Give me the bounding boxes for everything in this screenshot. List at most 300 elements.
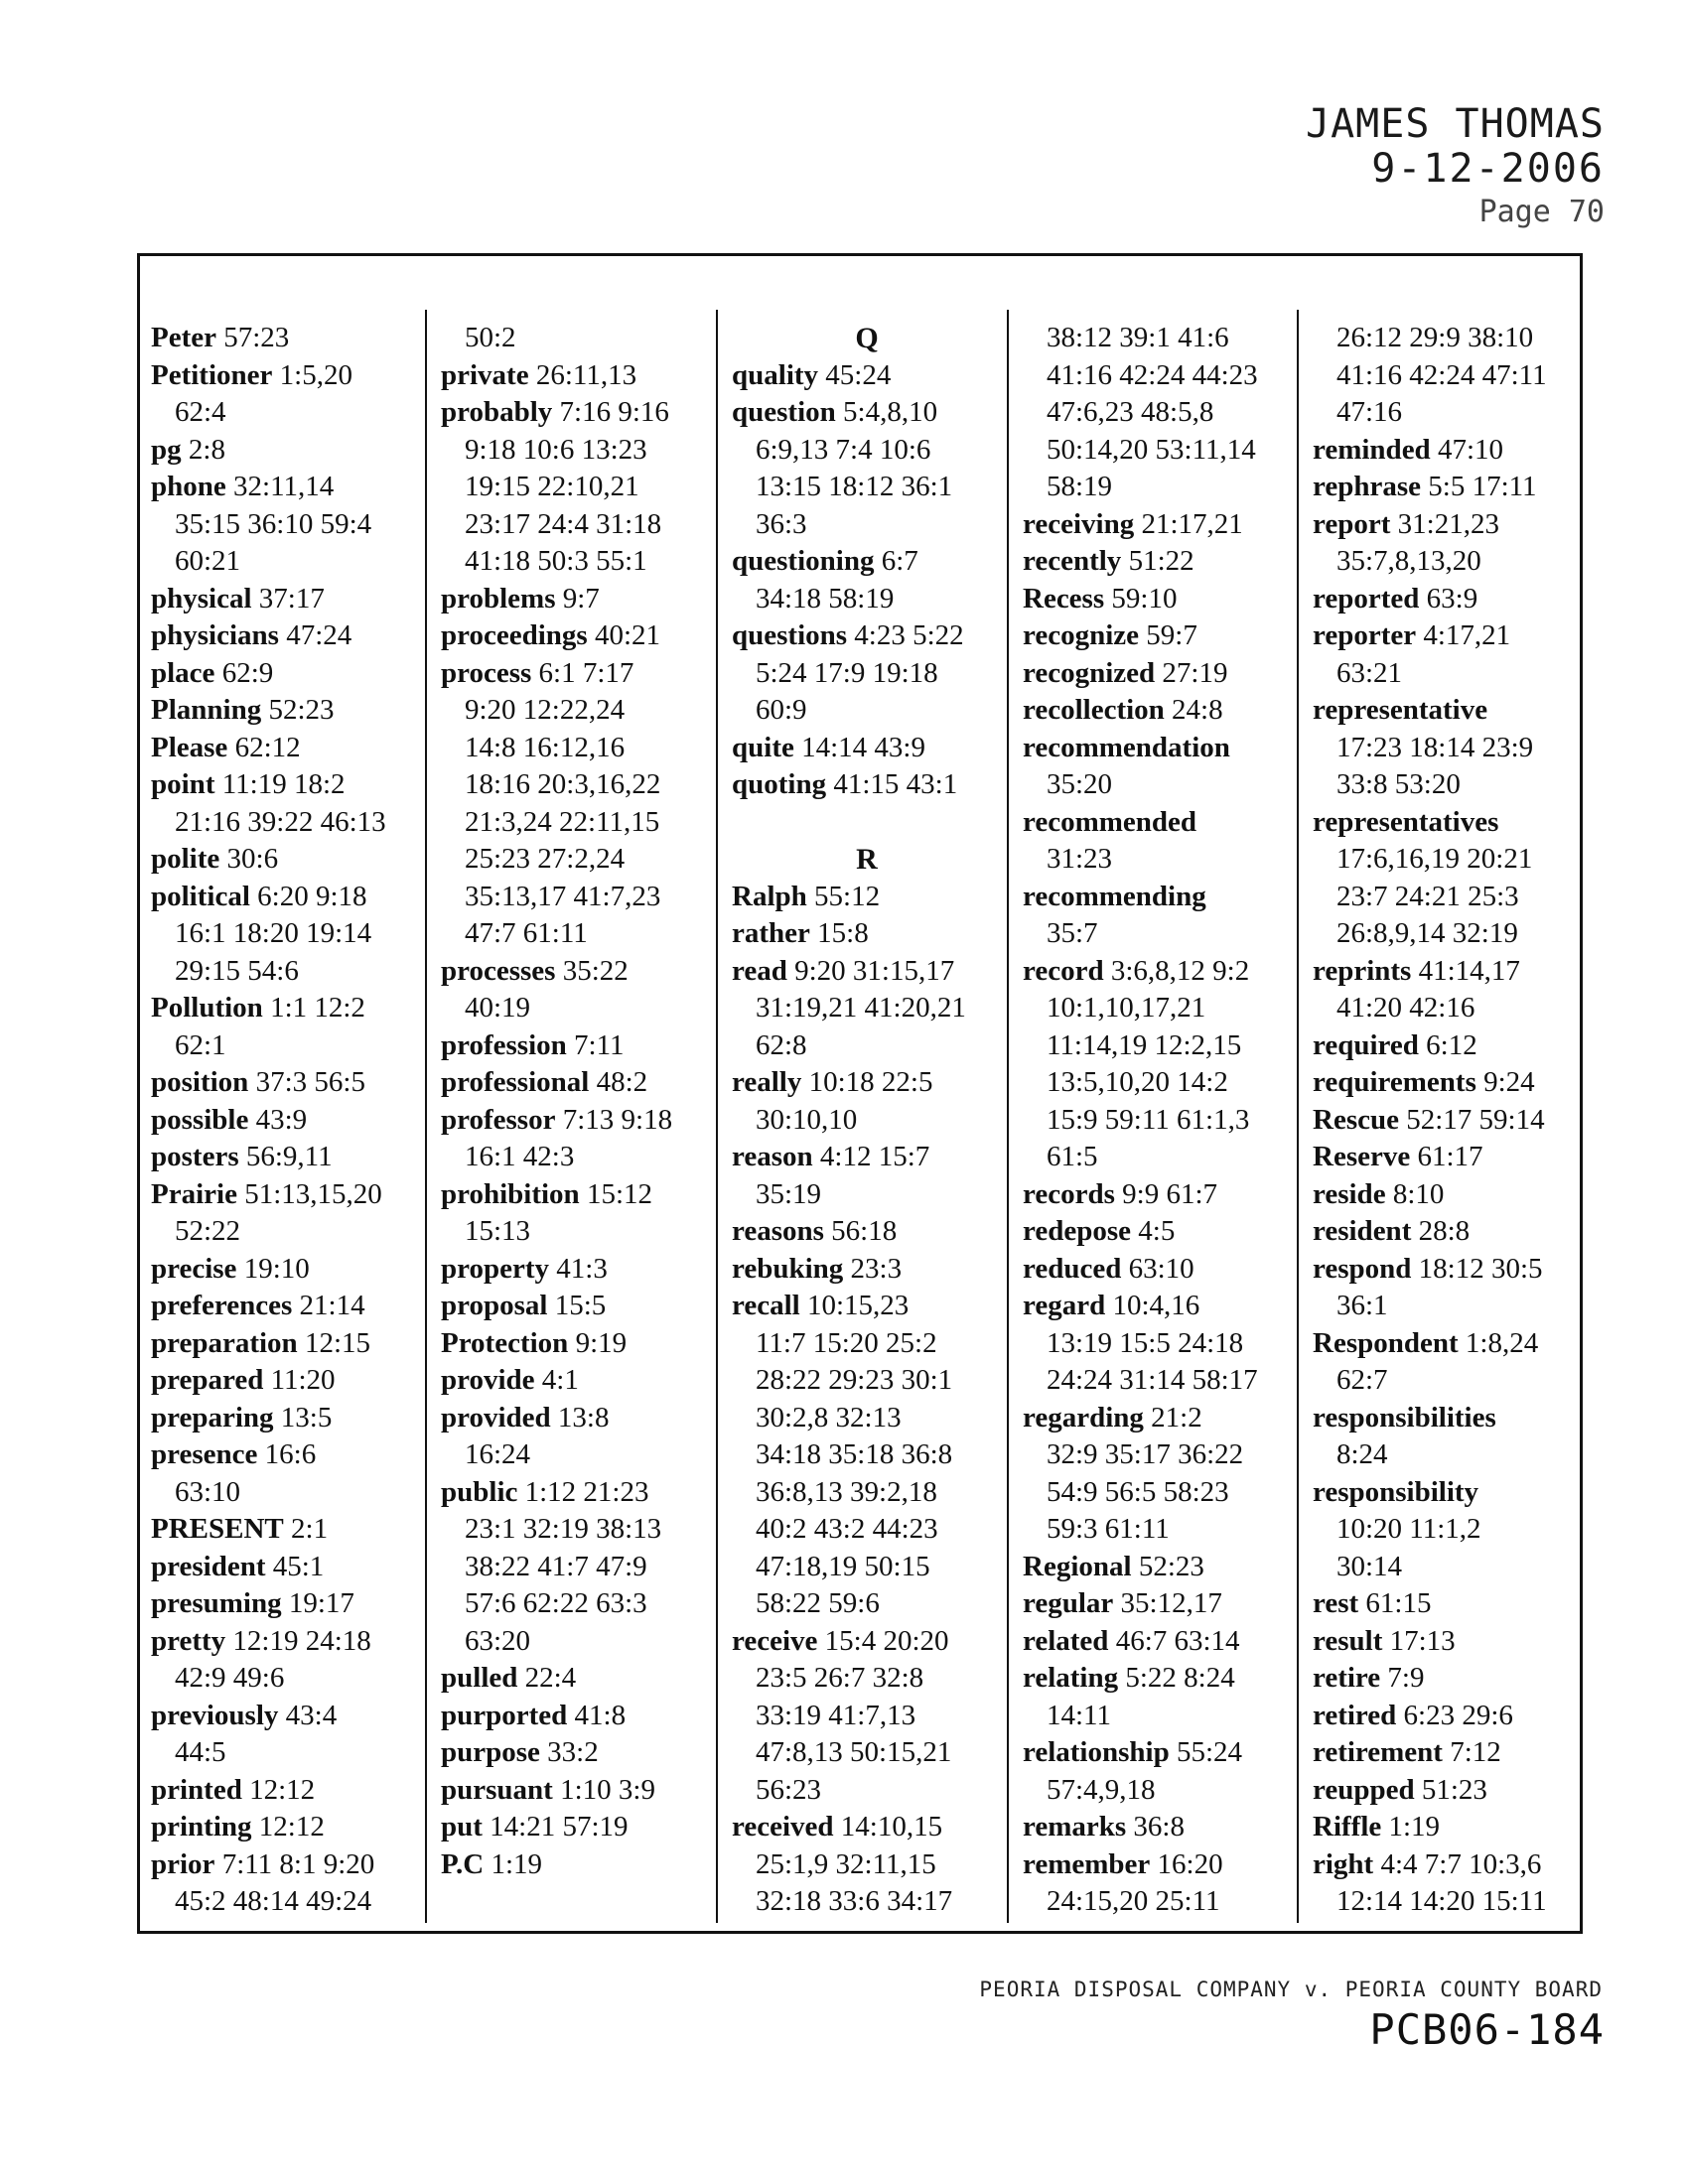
column-divider	[1297, 310, 1299, 1923]
index-column-5	[1313, 320, 1583, 1921]
index-entry	[151, 1809, 421, 1846]
index-continuation: 33:19 41:7,13	[756, 1699, 916, 1731]
index-entry	[441, 1325, 711, 1363]
index-term: reason	[732, 1141, 813, 1172]
index-term: previously	[151, 1699, 279, 1731]
index-term: quite	[732, 731, 794, 763]
page-line-refs: 9:24	[1483, 1066, 1535, 1098]
index-continuation: 23:7 24:21 25:3	[1336, 880, 1519, 912]
index-term: possible	[151, 1103, 249, 1136]
index-entry	[1023, 1288, 1293, 1325]
index-entry	[1313, 581, 1583, 618]
index-term: posters	[151, 1141, 239, 1172]
index-continuation: 47:18,19 50:15	[756, 1550, 930, 1582]
case-number: PCB06-184	[1369, 2005, 1605, 2054]
index-entry	[151, 581, 421, 618]
index-term: problems	[441, 582, 556, 614]
page-line-refs: 19:10	[243, 1252, 310, 1285]
index-entry	[1313, 1325, 1583, 1363]
index-term: redepose	[1023, 1215, 1132, 1247]
index-entry	[732, 1213, 1002, 1251]
index-entry	[1023, 1846, 1293, 1884]
page-line-refs: 35:22	[562, 954, 629, 987]
index-continuation: 50:14,20 53:11,14	[1047, 433, 1256, 466]
index-continuation: 41:16 42:24 44:23	[1047, 358, 1258, 391]
page-line-refs: 52:23	[268, 694, 335, 726]
index-term: rephrase	[1313, 471, 1422, 502]
index-continuation: 35:19	[756, 1177, 822, 1210]
page-line-refs: 46:7 63:14	[1115, 1624, 1240, 1657]
page-line-refs: 1:8,24	[1465, 1326, 1539, 1359]
index-continuation: 13:15 18:12 36:1	[756, 471, 953, 502]
index-continuation: 9:18 10:6 13:23	[465, 433, 647, 466]
index-continuation: 47:16	[1336, 396, 1403, 428]
index-term: recognize	[1023, 619, 1140, 651]
page-line-refs: 4:23 5:22	[854, 619, 964, 651]
index-term: provided	[441, 1401, 551, 1433]
index-continuation: 35:7,8,13,20	[1336, 545, 1481, 577]
page-line-refs: 1:19	[491, 1847, 543, 1880]
page-line-refs: 9:19	[575, 1326, 628, 1359]
index-term: related	[1023, 1624, 1109, 1657]
index-term: pg	[151, 433, 182, 466]
index-entry	[441, 1660, 711, 1698]
index-continuation: 21:3,24 22:11,15	[465, 805, 660, 838]
index-entry	[151, 1436, 421, 1474]
index-term: Petitioner	[151, 358, 273, 391]
index-continuation: 25:23 27:2,24	[465, 843, 626, 875]
index-term: profession	[441, 1028, 567, 1061]
index-entry	[441, 1251, 711, 1289]
index-term: prohibition	[441, 1177, 580, 1210]
index-continuation: 40:19	[465, 992, 531, 1024]
index-entry	[732, 1251, 1002, 1289]
page-line-refs: 31:21,23	[1397, 507, 1499, 540]
index-entry	[441, 1809, 711, 1846]
page-line-refs: 14:14 43:9	[801, 731, 925, 763]
index-term: recollection	[1023, 694, 1165, 726]
index-continuation: 57:4,9,18	[1047, 1773, 1156, 1806]
index-entry	[151, 692, 421, 730]
page-line-refs: 11:20	[270, 1364, 336, 1396]
index-continuation: 40:2 43:2 44:23	[756, 1513, 938, 1545]
index-term: Ralph	[732, 880, 807, 912]
section-letter: R	[856, 843, 878, 876]
page-line-refs: 47:24	[286, 619, 352, 651]
page-line-refs: 21:2	[1151, 1401, 1202, 1433]
index-term: printing	[151, 1811, 252, 1843]
page-line-refs: 3:6,8,12 9:2	[1110, 954, 1250, 987]
index-continuation: 41:18 50:3 55:1	[465, 545, 647, 577]
page-line-refs: 45:1	[272, 1550, 325, 1582]
index-term: P.C	[441, 1847, 485, 1880]
index-term: respond	[1313, 1252, 1412, 1285]
page-line-refs: 10:15,23	[806, 1290, 910, 1321]
index-continuation: 8:24	[1336, 1438, 1388, 1470]
index-term: Reserve	[1313, 1141, 1411, 1172]
index-continuation: 52:22	[175, 1215, 241, 1247]
index-term: reminded	[1313, 433, 1431, 466]
index-entry	[1023, 1400, 1293, 1437]
index-term: quoting	[732, 768, 827, 800]
index-continuation: 63:21	[1336, 656, 1403, 689]
index-column-3	[732, 320, 1002, 1921]
index-term: Protection	[441, 1326, 569, 1359]
index-term: phone	[151, 471, 226, 502]
index-term: proposal	[441, 1290, 548, 1321]
index-continuation: 24:15,20 25:11	[1047, 1885, 1220, 1917]
index-continuation: 6:9,13 7:4 10:6	[756, 433, 931, 466]
page-line-refs: 43:4	[285, 1699, 338, 1731]
index-continuation: 56:23	[756, 1773, 822, 1806]
index-continuation: 13:5,10,20 14:2	[1047, 1066, 1228, 1098]
index-entry	[1023, 1623, 1293, 1661]
index-entry	[1313, 804, 1583, 842]
index-term: presuming	[151, 1587, 282, 1619]
index-term: prior	[151, 1847, 215, 1880]
index-term: remarks	[1023, 1811, 1127, 1843]
index-entry	[441, 1474, 711, 1512]
index-term: recommendation	[1023, 731, 1230, 763]
index-entry	[1023, 1251, 1293, 1289]
index-term: pretty	[151, 1624, 226, 1657]
index-term: provide	[441, 1364, 535, 1396]
index-continuation: 30:14	[1336, 1550, 1403, 1582]
page-line-refs: 12:15	[304, 1326, 371, 1359]
index-entry	[1023, 617, 1293, 655]
index-entry	[1313, 1064, 1583, 1102]
index-term: reduced	[1023, 1252, 1122, 1285]
page-line-refs: 7:9	[1387, 1662, 1425, 1694]
index-term: professor	[441, 1103, 556, 1136]
page-line-refs: 15:8	[817, 917, 869, 949]
index-continuation: 9:20 12:22,24	[465, 694, 626, 726]
page-line-refs: 5:5 17:11	[1428, 471, 1537, 502]
index-term: purported	[441, 1699, 568, 1731]
index-continuation	[732, 804, 1002, 842]
case-title: PEORIA DISPOSAL COMPANY v. PEORIA COUNTY BOARD	[979, 1978, 1603, 2001]
page-number: Page 70	[1478, 195, 1605, 229]
index-term: regarding	[1023, 1401, 1144, 1433]
index-entry	[441, 953, 711, 991]
index-term: questioning	[732, 545, 875, 577]
index-term: place	[151, 656, 215, 689]
column-divider	[716, 310, 718, 1923]
index-entry	[151, 1549, 421, 1586]
index-entry	[1313, 1846, 1583, 1884]
index-entry	[1023, 1213, 1293, 1251]
section-letter: Q	[855, 322, 879, 354]
index-continuation: 13:19 15:5 24:18	[1047, 1326, 1244, 1359]
index-continuation: 11:14,19 12:2,15	[1047, 1028, 1242, 1061]
index-continuation: 17:23 18:14 23:9	[1336, 731, 1534, 763]
deposition-date: 9-12-2006	[1371, 146, 1605, 192]
index-term: Please	[151, 731, 228, 763]
index-continuation: 62:8	[756, 1028, 807, 1061]
index-term: retire	[1313, 1662, 1381, 1694]
index-entry	[151, 730, 421, 767]
index-term: receiving	[1023, 507, 1135, 540]
page-line-refs: 56:9,11	[245, 1141, 333, 1172]
index-continuation: 11:7 15:20 25:2	[756, 1326, 937, 1359]
index-entry	[151, 1288, 421, 1325]
index-continuation: 19:15 22:10,21	[465, 471, 639, 502]
index-entry	[1313, 432, 1583, 470]
index-term: Planning	[151, 694, 262, 726]
page-line-refs: 10:18 22:5	[808, 1066, 933, 1098]
index-entry	[151, 617, 421, 655]
index-term: polite	[151, 843, 220, 875]
index-term: retirement	[1313, 1736, 1443, 1768]
page-line-refs: 35:12,17	[1120, 1587, 1222, 1619]
page-line-refs: 15:12	[586, 1177, 653, 1210]
index-entry	[441, 1064, 711, 1102]
page-line-refs: 37:3 56:5	[255, 1066, 365, 1098]
index-term: prepared	[151, 1364, 264, 1396]
index-entry	[1313, 1623, 1583, 1661]
index-term: rest	[1313, 1587, 1359, 1619]
index-term: professional	[441, 1066, 590, 1098]
page-line-refs: 43:9	[255, 1103, 308, 1136]
index-continuation: 58:22 59:6	[756, 1587, 880, 1619]
index-entry	[151, 1251, 421, 1289]
index-entry	[151, 1102, 421, 1140]
page-line-refs: 6:23 29:6	[1403, 1699, 1513, 1731]
index-term: physical	[151, 582, 252, 614]
page-line-refs: 17:13	[1389, 1624, 1456, 1657]
index-entry	[1313, 1660, 1583, 1698]
index-entry	[441, 1288, 711, 1325]
index-continuation: 35:20	[1047, 768, 1113, 800]
index-continuation: 57:6 62:22 63:3	[465, 1587, 647, 1619]
index-continuation: 63:10	[175, 1475, 241, 1508]
page-line-refs: 12:19 24:18	[232, 1624, 371, 1657]
page-line-refs: 61:17	[1417, 1141, 1483, 1172]
page-line-refs: 56:18	[831, 1215, 898, 1247]
index-continuation: 34:18 58:19	[756, 582, 895, 614]
index-continuation: 10:1,10,17,21	[1047, 992, 1206, 1024]
index-continuation: 26:8,9,14 32:19	[1336, 917, 1518, 949]
index-entry	[1313, 1400, 1583, 1437]
page-line-refs: 21:14	[299, 1290, 365, 1321]
index-entry	[1313, 692, 1583, 730]
index-term: preparing	[151, 1401, 274, 1433]
index-continuation: 41:20 42:16	[1336, 992, 1475, 1024]
page-line-refs: 21:17,21	[1141, 507, 1243, 540]
index-term: representative	[1313, 694, 1488, 726]
page-line-refs: 51:23	[1421, 1773, 1487, 1806]
index-continuation: 33:8 53:20	[1336, 768, 1461, 800]
index-continuation: 50:2	[465, 322, 516, 353]
index-term: quality	[732, 358, 819, 391]
index-entry	[151, 1846, 421, 1884]
page-line-refs: 55:24	[1176, 1736, 1243, 1768]
index-entry	[1313, 1698, 1583, 1735]
index-entry	[732, 730, 1002, 767]
page-line-refs: 18:12 30:5	[1418, 1252, 1543, 1285]
index-continuation: 36:8,13 39:2,18	[756, 1475, 937, 1508]
index-continuation: 29:15 54:6	[175, 954, 299, 987]
index-entry	[151, 1400, 421, 1437]
index-continuation: 34:18 35:18 36:8	[756, 1438, 953, 1470]
page-line-refs: 1:10 3:9	[560, 1773, 655, 1806]
page-line-refs: 4:5	[1138, 1215, 1176, 1247]
index-continuation: 23:17 24:4 31:18	[465, 507, 662, 540]
index-continuation: 15:9 59:11 61:1,3	[1047, 1103, 1250, 1136]
index-continuation: 35:15 36:10 59:4	[175, 507, 372, 540]
index-term: reside	[1313, 1177, 1386, 1210]
index-term: Prairie	[151, 1177, 237, 1210]
page-line-refs: 6:20 9:18	[257, 880, 367, 912]
index-term: recently	[1023, 545, 1122, 577]
index-entry	[441, 394, 711, 432]
index-entry	[441, 357, 711, 395]
index-entry	[732, 1064, 1002, 1102]
index-entry	[151, 469, 421, 506]
witness-name: JAMES THOMAS	[1306, 101, 1605, 147]
index-entry	[151, 357, 421, 395]
index-term: process	[441, 656, 532, 689]
index-entry	[441, 1734, 711, 1772]
index-entry	[151, 655, 421, 693]
index-term: reporter	[1313, 619, 1417, 651]
page-line-refs: 11:19 18:2	[221, 768, 346, 800]
index-term: report	[1313, 507, 1391, 540]
index-term: remember	[1023, 1847, 1151, 1880]
index-entry	[732, 1623, 1002, 1661]
index-continuation: 35:7	[1047, 917, 1098, 949]
index-entry	[732, 879, 1002, 916]
index-continuation: 59:3 61:11	[1047, 1513, 1170, 1545]
index-entry	[441, 1698, 711, 1735]
index-entry	[732, 766, 1002, 804]
page-line-refs: 4:17,21	[1423, 619, 1511, 651]
index-term: Rescue	[1313, 1103, 1399, 1136]
index-entry	[441, 1027, 711, 1065]
page-line-refs: 1:19	[1388, 1811, 1441, 1843]
index-entry	[441, 1772, 711, 1810]
column-divider	[1007, 310, 1009, 1923]
index-entry	[441, 1176, 711, 1214]
index-term: printed	[151, 1773, 242, 1806]
index-term: political	[151, 880, 250, 912]
page-line-refs: 7:12	[1450, 1736, 1501, 1768]
index-term: responsibility	[1313, 1475, 1479, 1508]
index-term: Recess	[1023, 582, 1105, 614]
index-term: really	[732, 1066, 802, 1098]
index-term: rather	[732, 917, 810, 949]
page-line-refs: 52:17 59:14	[1406, 1103, 1545, 1136]
index-continuation: 60:9	[756, 694, 807, 726]
page-line-refs: 40:21	[594, 619, 661, 651]
index-continuation: 36:3	[756, 507, 807, 540]
index-entry	[1023, 506, 1293, 544]
index-continuation: 38:12 39:1 41:6	[1047, 322, 1229, 353]
page-line-refs: 26:11,13	[535, 358, 637, 391]
page-line-refs: 41:8	[574, 1699, 627, 1731]
page-line-refs: 41:15 43:1	[833, 768, 958, 800]
index-entry	[1023, 879, 1293, 916]
page-line-refs: 32:11,14	[233, 471, 335, 502]
index-continuation: 31:23	[1047, 843, 1113, 875]
index-continuation: 5:24 17:9 19:18	[756, 656, 938, 689]
page-line-refs: 62:12	[234, 731, 301, 763]
page-line-refs: 24:8	[1172, 694, 1223, 726]
page-line-refs: 23:3	[850, 1252, 903, 1285]
index-continuation: 63:20	[465, 1624, 531, 1657]
page-line-refs: 6:7	[881, 545, 918, 577]
index-entry	[732, 1288, 1002, 1325]
index-continuation: 23:1 32:19 38:13	[465, 1513, 662, 1545]
index-term: pursuant	[441, 1773, 553, 1806]
index-continuation: 17:6,16,19 20:21	[1336, 843, 1533, 875]
page-line-refs: 2:1	[291, 1513, 329, 1545]
index-entry	[151, 1064, 421, 1102]
index-continuation: 30:10,10	[756, 1103, 858, 1136]
page-line-refs: 51:13,15,20	[244, 1177, 382, 1210]
index-continuation: 45:2 48:14 49:24	[175, 1885, 372, 1917]
index-continuation: 23:5 26:7 32:8	[756, 1662, 924, 1694]
index-continuation: 24:24 31:14 58:17	[1047, 1364, 1258, 1396]
index-entry	[151, 1325, 421, 1363]
index-term: precise	[151, 1252, 237, 1285]
page-line-refs: 27:19	[1162, 656, 1228, 689]
page-line-refs: 10:4,16	[1112, 1290, 1200, 1321]
page-line-refs: 33:2	[547, 1736, 599, 1768]
page-line-refs: 5:4,8,10	[843, 396, 938, 428]
index-term: processes	[441, 954, 556, 987]
index-continuation: 38:22 41:7 47:9	[465, 1550, 647, 1582]
index-column-1	[151, 320, 421, 1921]
index-entry	[1023, 953, 1293, 991]
index-term: questions	[732, 619, 848, 651]
index-entry	[1023, 581, 1293, 618]
index-term: Riffle	[1313, 1811, 1382, 1843]
page-line-refs: 52:23	[1138, 1550, 1204, 1582]
index-entry	[1313, 1585, 1583, 1623]
index-entry	[732, 394, 1002, 432]
index-entry	[441, 617, 711, 655]
index-term: reported	[1313, 582, 1420, 614]
index-column-2	[441, 320, 711, 1883]
index-continuation: 44:5	[175, 1736, 226, 1768]
page-line-refs: 7:13 9:18	[562, 1103, 673, 1136]
index-entry	[1023, 1549, 1293, 1586]
index-continuation: 62:4	[175, 396, 226, 428]
page-line-refs: 4:1	[541, 1364, 579, 1396]
index-entry	[441, 1102, 711, 1140]
index-entry	[732, 1139, 1002, 1176]
index-term: resident	[1313, 1215, 1412, 1247]
index-term: preferences	[151, 1290, 293, 1321]
index-term: reasons	[732, 1215, 824, 1247]
page-line-refs: 9:20 31:15,17	[794, 954, 955, 987]
index-entry	[1023, 543, 1293, 581]
index-term: put	[441, 1811, 483, 1843]
index-entry	[151, 1176, 421, 1214]
page-line-refs: 16:6	[264, 1438, 317, 1470]
page-line-refs: 13:8	[557, 1401, 610, 1433]
index-entry	[1313, 1734, 1583, 1772]
index-term: rebuking	[732, 1252, 844, 1285]
index-term: Regional	[1023, 1550, 1132, 1582]
page-line-refs: 6:12	[1426, 1028, 1477, 1061]
page-line-refs: 59:7	[1146, 619, 1197, 651]
index-entry	[1313, 1027, 1583, 1065]
index-term: requirements	[1313, 1066, 1476, 1098]
index-entry	[1313, 506, 1583, 544]
index-continuation: 25:1,9 32:11,15	[756, 1847, 936, 1880]
